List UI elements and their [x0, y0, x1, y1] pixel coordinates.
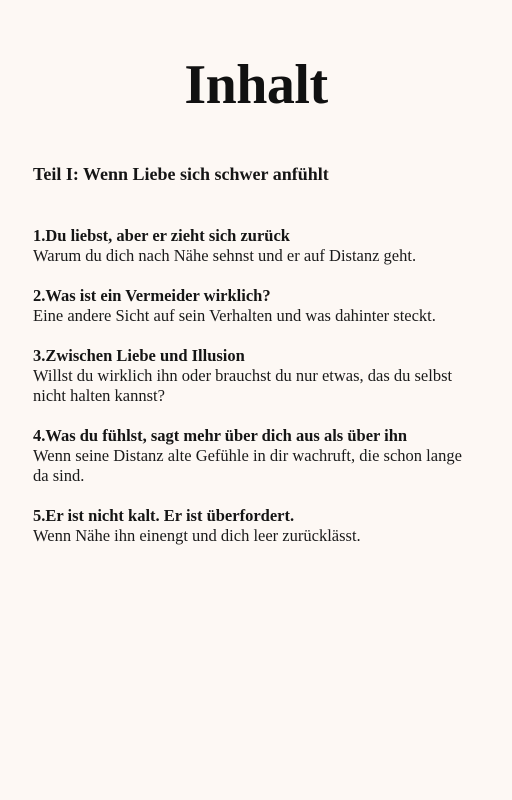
chapter-title: 5.Er ist nicht kalt. Er ist überfordert.: [33, 506, 295, 525]
chapter-title: 2.Was ist ein Vermeider wirklich?: [33, 286, 271, 305]
chapter-description: Warum du dich nach Nähe sehnst und er auf Distanz geht.: [33, 246, 417, 265]
page-title: Inhalt: [184, 54, 328, 116]
chapter-description: Wenn Nähe ihn einengt und dich leer zurücklässt.: [33, 526, 361, 545]
chapter-title: 1.Du liebst, aber er zieht sich zurück: [33, 226, 290, 245]
chapter-description: Wenn seine Distanz alte Gefühle in dir wachruft, die schon lange da sind.: [33, 446, 462, 485]
chapter-entry-1: [33, 226, 479, 266]
chapter-list: [33, 226, 479, 546]
chapter-description: Willst du wirklich ihn oder brauchst du nur etwas, das du selbst nicht halten kannst?: [33, 366, 453, 405]
chapter-title: 4.Was du fühlst, sagt mehr über dich aus als über ihn: [33, 426, 408, 445]
part-heading: Teil I: Wenn Liebe sich schwer anfühlt: [33, 164, 329, 184]
chapter-entry-2: [33, 286, 479, 326]
chapter-entry-4: [33, 426, 479, 486]
chapter-entry-5: [33, 506, 479, 546]
chapter-entry-3: [33, 346, 479, 406]
chapter-description: Eine andere Sicht auf sein Verhalten und was dahinter steckt.: [33, 306, 436, 325]
chapter-title: 3.Zwischen Liebe und Illusion: [33, 346, 245, 365]
